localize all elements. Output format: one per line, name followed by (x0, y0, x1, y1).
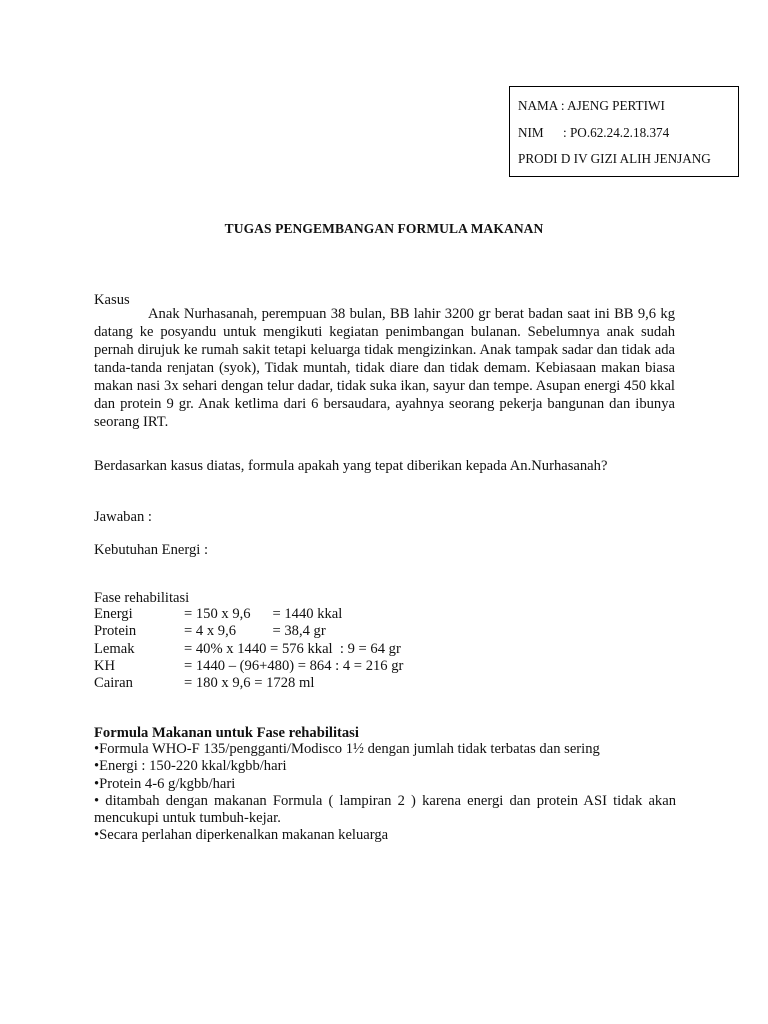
answer-label: Jawaban : (94, 509, 152, 525)
list-item: •Secara perlahan diperkenalkan makanan keluarga (94, 827, 389, 844)
calc-label: Lemak (94, 640, 135, 657)
student-identity-box (509, 86, 739, 177)
calc-label: KH (94, 657, 116, 674)
calc-value: = 4 x 9,6 = 38,4 gr (184, 623, 326, 640)
list-item: • ditambah dengan makanan Formula ( lampiran 2 ) karena energi dan protein ASI tidak akan mencukupi untuk tumbuh-kejar. (94, 792, 676, 827)
calc-label: Protein (94, 623, 137, 640)
list-item: •Energi : 150-220 kkal/kgbb/hari (94, 758, 287, 775)
student-prodi: PRODI D IV GIZI ALIH JENJANG (518, 151, 711, 166)
student-nim (518, 120, 738, 147)
calc-row-energi (94, 606, 403, 623)
formula-bullet-list (94, 741, 676, 845)
student-name: NAMA : AJENG PERTIWI (518, 98, 665, 113)
nim-value: : PO.62.24.2.18.374 (563, 124, 670, 140)
case-description: Anak Nurhasanah, perempuan 38 bulan, BB lahir 3200 gr berat badan saat ini BB 9,6 kg datang ke posyandu untuk mengikuti kegiatan penimbangan bulanan. Sebelumnya anak sudah pernah dirujuk ke rumah sakit tetapi keluarga tidak mengizinkan. Anak tampak sadar dan tidak ada tanda-tanda renjatan (syok), Tidak muntah, tidak diare dan tidak demam. Kebiasaan makan biasa makan nasi 3x sehari dengan telur dadar, tidak suka ikan, sayur dan tempe. Asupan energi 450 kkal dan protein 9 gr. Anak ketlima dari 6 bersaudara, ayahnya seorang pekerja bangunan dan ibunya seorang IRT. (94, 306, 675, 430)
formula-heading: Formula Makanan untuk Fase rehabilitasi (94, 725, 359, 741)
nutrient-calculations (94, 606, 403, 692)
question-text: Berdasarkan kasus diatas, formula apakah yang tepat diberikan kepada An.Nurhasanah? (94, 458, 608, 474)
calc-value: = 150 x 9,6 = 1440 kkal (184, 606, 343, 622)
calc-row-kh (94, 658, 403, 675)
calc-value: = 40% x 1440 = 576 kkal : 9 = 64 gr (184, 640, 401, 657)
nim-label: NIM (518, 124, 544, 140)
calc-value: = 1440 – (96+480) = 864 : 4 = 216 gr (184, 657, 404, 674)
calc-label: Cairan (94, 675, 133, 692)
calc-row-cairan (94, 675, 403, 692)
energy-needs-heading: Kebutuhan Energi : (94, 542, 209, 558)
calc-value: = 180 x 9,6 = 1728 ml (184, 675, 315, 692)
document-title: TUGAS PENGEMBANGAN FORMULA MAKANAN (224, 221, 544, 236)
calc-row-protein (94, 623, 403, 640)
calc-row-lemak (94, 641, 403, 658)
list-item: •Formula WHO-F 135/pengganti/Modisco 1½ dengan jumlah tidak terbatas dan sering (94, 741, 600, 757)
list-item: •Protein 4-6 g/kgbb/hari (94, 775, 236, 792)
calc-label: Energi (94, 606, 133, 622)
case-label: Kasus (94, 292, 130, 308)
rehabilitation-phase-heading: Fase rehabilitasi (94, 590, 190, 606)
